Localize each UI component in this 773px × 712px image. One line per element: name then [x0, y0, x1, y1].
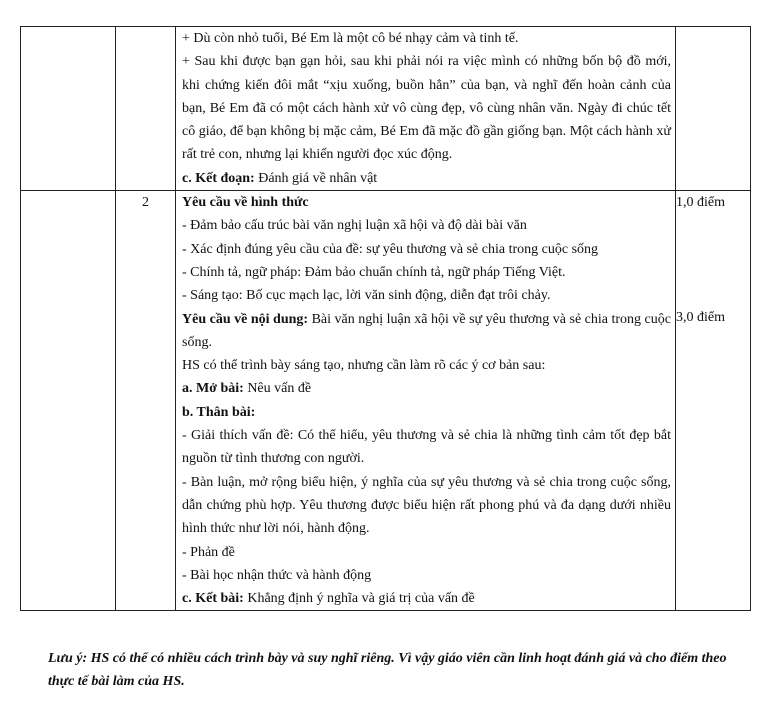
ket-bai-label: c. Kết bài:	[182, 591, 244, 607]
mo-bai-line	[182, 377, 671, 400]
content-line: + Dù còn nhỏ tuổi, Bé Em là một cô bé nhạy cảm và tinh tế.	[182, 31, 519, 46]
than-bai-label	[182, 401, 671, 424]
noi-dung-text: Bài văn nghị luận xã hội về sự yêu thương và sẻ chia trong cuộc sống.	[182, 311, 671, 350]
intro-line: HS có thể trình bày sáng tạo, nhưng cần làm rõ các ý cơ bản sau:	[182, 358, 546, 374]
noi-dung-line	[182, 308, 671, 355]
grading-table	[20, 26, 751, 611]
than-bai-item: - Phản đề	[182, 544, 235, 560]
empty-cell	[676, 27, 751, 191]
than-bai-label-text: b. Thân bài:	[182, 404, 256, 420]
ket-bai-line	[182, 587, 671, 610]
score-hinh-thuc: 1,0 điểm	[676, 195, 725, 211]
note-text: Lưu ý: HS có thể có nhiều cách trình bày và suy nghĩ riêng. Vì vậy giáo viên cần linh hoạt đánh giá và cho điểm theo thực tế bài làm của HS.	[48, 651, 727, 689]
than-bai-item: - Bàn luận, mở rộng biểu hiện, ý nghĩa của sự yêu thương và sẻ chia trong cuộc sống, dẫn chứng phù hợp. Yêu thương được biểu hiện rất phong phú và đa dạng dưới nhiều hình thức như lời nói, hành động.	[182, 474, 671, 537]
hinh-thuc-item: - Chính tả, ngữ pháp: Đảm bảo chuẩn chính tả, ngữ pháp Tiếng Việt.	[182, 264, 566, 280]
hinh-thuc-title-text: Yêu cầu về hình thức	[182, 195, 309, 211]
table-row	[21, 27, 751, 191]
ket-doan-text: Đánh giá về nhân vật	[254, 170, 378, 186]
score-cell	[676, 191, 751, 611]
question-number: 2	[116, 191, 176, 611]
hinh-thuc-title	[182, 191, 671, 214]
hinh-thuc-item: - Sáng tạo: Bố cục mạch lạc, lời văn sinh động, diễn đạt trôi chảy.	[182, 288, 551, 304]
content-cell	[176, 191, 676, 611]
empty-cell	[21, 27, 116, 191]
ket-bai-text: Khẳng định ý nghĩa và giá trị của vấn đề	[243, 591, 475, 607]
empty-cell	[21, 191, 116, 611]
score-noi-dung: 3,0 điểm	[676, 310, 725, 326]
mo-bai-text: Nêu vấn đề	[243, 381, 312, 397]
ket-doan-label: c. Kết đoạn:	[182, 170, 255, 186]
content-line: + Sau khi được bạn gạn hỏi, sau khi phải nói ra việc mình có những bốn bộ đồ mới, khi chứng kiến đôi mắt “xịu xuống, buồn hẳn” của bạn, và nghĩ đến hoàn cảnh của bạn, Bé Em đã có một cách hành xử vô cùng đẹp, vô cùng nhân văn. Ngày đi chúc tết cô giáo, để bạn không bị mặc cảm, Bé Em đã mặc đồ gần giống bạn. Một cách hành xử rất trẻ con, nhưng lại khiến người đọc xúc động.	[182, 54, 671, 163]
than-bai-item: - Bài học nhận thức và hành động	[182, 567, 372, 583]
table-row	[21, 191, 751, 611]
mo-bai-label: a. Mở bài:	[182, 381, 244, 397]
noi-dung-label: Yêu cầu về nội dung:	[182, 311, 309, 327]
ket-doan-line	[182, 167, 671, 190]
than-bai-item: - Giải thích vấn đề: Có thể hiểu, yêu thương và sẻ chia là những tình cảm tốt đẹp bắt nguồn từ tình thương con người.	[182, 428, 671, 467]
hinh-thuc-item: - Đảm bảo cấu trúc bài văn nghị luận xã hội và độ dài bài văn	[182, 218, 527, 234]
hinh-thuc-item: - Xác định đúng yêu cầu của đề: sự yêu thương và sẻ chia trong cuộc sống	[182, 241, 599, 257]
content-cell	[176, 27, 676, 191]
empty-cell	[116, 27, 176, 191]
